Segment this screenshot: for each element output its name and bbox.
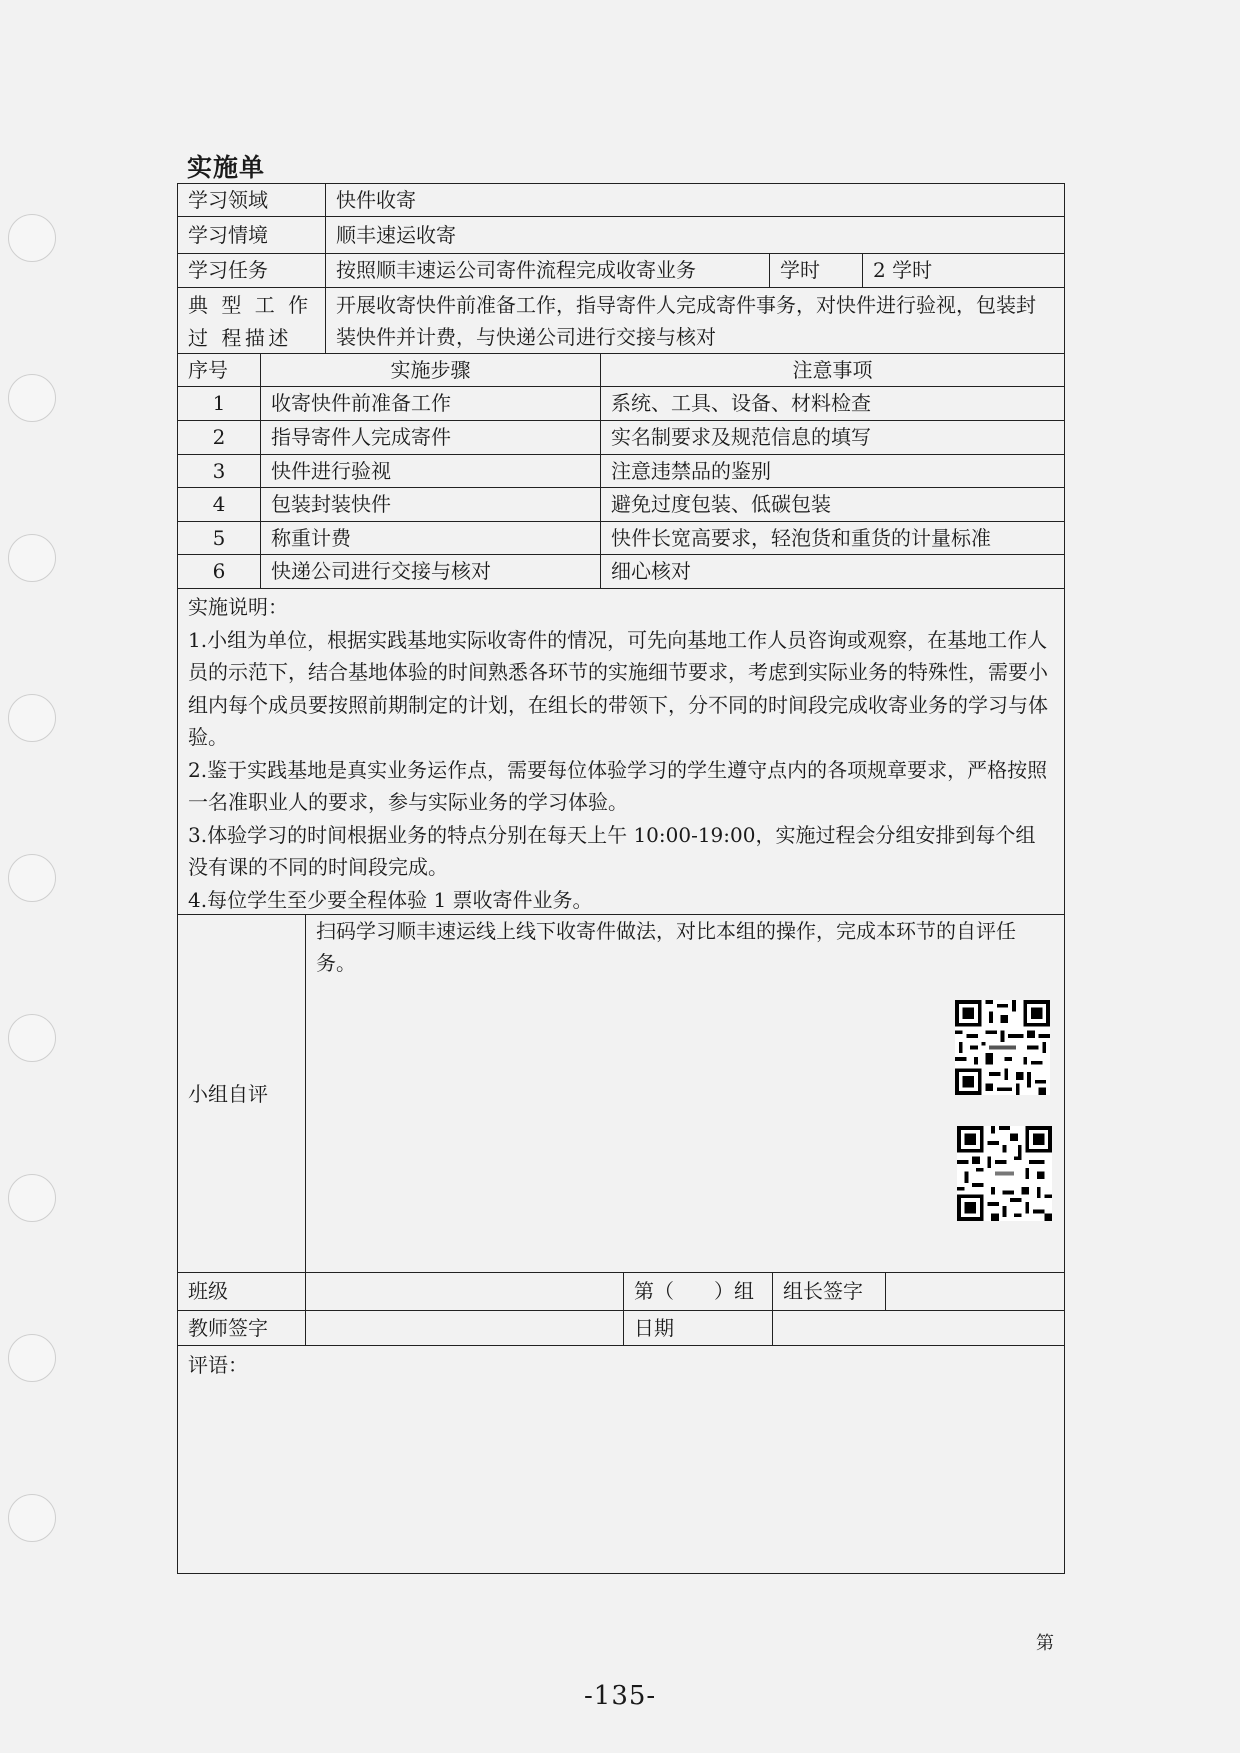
process-label: 典 型 工 作 过 程描述 bbox=[177, 287, 326, 354]
instruction-item: 2.鉴于实践基地是真实业务运作点，需要每位体验学习的学生遵守点内的各项规章要求，严格按照一名准职业人的要求，参与实际业务的学习体验。 bbox=[188, 757, 1048, 814]
comment-label: 评语： bbox=[188, 1353, 248, 1377]
teacher-sign-field[interactable] bbox=[305, 1310, 624, 1346]
step-note: 避免过度包装、低碳包装 bbox=[600, 487, 1065, 522]
teacher-sign-label: 教师签字 bbox=[177, 1310, 306, 1346]
step-name: 快递公司进行交接与核对 bbox=[260, 554, 601, 589]
group-label: 第（ ）组 bbox=[623, 1272, 773, 1311]
binder-hole bbox=[8, 1494, 56, 1542]
step-note: 系统、工具、设备、材料检查 bbox=[600, 386, 1065, 421]
binder-hole bbox=[8, 1174, 56, 1222]
step-note: 细心核对 bbox=[600, 554, 1065, 589]
document-title: 实施单 bbox=[187, 153, 266, 182]
step-name: 快件进行验视 bbox=[260, 454, 601, 488]
qr-code-graphic bbox=[955, 1000, 1050, 1095]
instruction-item: 4.每位学生至少要全程体验 1 票收寄件业务。 bbox=[188, 887, 593, 912]
step-no: 4 bbox=[177, 487, 261, 522]
step-no: 3 bbox=[177, 454, 261, 488]
step-note: 注意违禁品的鉴别 bbox=[600, 454, 1065, 488]
page-section-mark: 第 bbox=[1036, 1633, 1054, 1654]
binder-hole bbox=[8, 854, 56, 902]
self-eval-area bbox=[305, 914, 1065, 1273]
qr-code-graphic bbox=[957, 1126, 1052, 1221]
step-name: 称重计费 bbox=[260, 521, 601, 555]
date-label: 日期 bbox=[623, 1310, 773, 1346]
step-no: 1 bbox=[177, 386, 261, 421]
context-label: 学习情境 bbox=[177, 216, 326, 254]
domain-label: 学习领域 bbox=[177, 183, 326, 217]
leader-sign-field[interactable] bbox=[885, 1272, 1065, 1311]
step-name: 收寄快件前准备工作 bbox=[260, 386, 601, 421]
step-note: 快件长宽高要求，轻泡货和重货的计量标准 bbox=[600, 521, 1065, 555]
self-eval-label: 小组自评 bbox=[177, 914, 306, 1273]
binder-hole bbox=[8, 1334, 56, 1382]
domain-value: 快件收寄 bbox=[325, 183, 1065, 217]
task-value: 按照顺丰速运公司寄件流程完成收寄业务 bbox=[325, 253, 770, 288]
step-no: 2 bbox=[177, 420, 261, 455]
binder-hole bbox=[8, 214, 56, 262]
binder-hole bbox=[8, 374, 56, 422]
instructions-block bbox=[177, 588, 1065, 915]
step-name: 指导寄件人完成寄件 bbox=[260, 420, 601, 455]
comment-area[interactable] bbox=[177, 1345, 1065, 1574]
leader-sign-label: 组长签字 bbox=[772, 1272, 886, 1311]
process-value: 开展收寄快件前准备工作，指导寄件人完成寄件事务，对快件进行验视，包装封装快件并计费，与快递公司进行交接与核对 bbox=[325, 287, 1065, 354]
binder-hole bbox=[8, 534, 56, 582]
col-header-note: 注意事项 bbox=[600, 353, 1065, 387]
step-note: 实名制要求及规范信息的填写 bbox=[600, 420, 1065, 455]
class-field[interactable] bbox=[305, 1272, 624, 1311]
col-header-step: 实施步骤 bbox=[260, 353, 601, 387]
self-eval-text: 扫码学习顺丰速运线上线下收寄件做法，对比本组的操作，完成本环节的自评任务。 bbox=[316, 919, 1016, 975]
qr-code-icon[interactable] bbox=[957, 1126, 1052, 1221]
qr-code-icon[interactable] bbox=[955, 1000, 1050, 1095]
binder-hole bbox=[8, 1014, 56, 1062]
step-no: 5 bbox=[177, 521, 261, 555]
col-header-no: 序号 bbox=[177, 353, 261, 387]
date-field[interactable] bbox=[772, 1310, 1065, 1346]
binder-hole bbox=[8, 694, 56, 742]
class-label: 班级 bbox=[177, 1272, 306, 1311]
instructions-heading: 实施说明： bbox=[188, 595, 288, 619]
step-no: 6 bbox=[177, 554, 261, 589]
task-label: 学习任务 bbox=[177, 253, 326, 288]
page-number: -135- bbox=[584, 1681, 657, 1711]
hours-value: 2 学时 bbox=[862, 253, 1065, 288]
hours-label: 学时 bbox=[769, 253, 863, 288]
instruction-item: 3.体验学习的时间根据业务的特点分别在每天上午 10:00-19:00，实施过程会分组安排到每个组没有课的不同的时间段完成。 bbox=[188, 822, 1036, 879]
context-value: 顺丰速运收寄 bbox=[325, 216, 1065, 254]
step-name: 包装封装快件 bbox=[260, 487, 601, 522]
instruction-item: 1.小组为单位，根据实践基地实际收寄件的情况，可先向基地工作人员咨询或观察，在基地工作人员的示范下，结合基地体验的时间熟悉各环节的实施细节要求，考虑到实际业务的特殊性，需要小组内每个成员要按照前期制定的计划，在组长的带领下，分不同的时间段完成收寄业务的学习与体验。 bbox=[188, 627, 1048, 749]
